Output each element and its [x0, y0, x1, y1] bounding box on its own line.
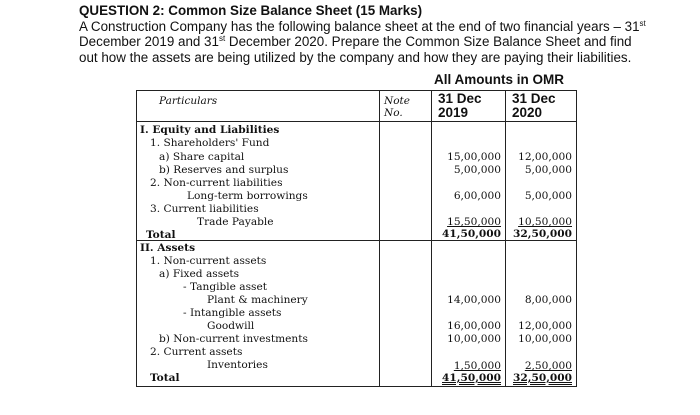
current-assets-label: 2. Current assets — [150, 346, 243, 358]
year-2020-header: 31 Dec 2020 — [512, 91, 556, 120]
question-line-2: December 2019 and 31st December 2020. Prepare the Common Size Balance Sheet and find — [79, 34, 632, 50]
question-line-1: A Construction Company has the following balance sheet at the end of two financial years – 31st — [79, 18, 646, 34]
plant-2020: 8,00,000 — [524, 294, 572, 306]
liabilities-2019-values — [432, 122, 505, 240]
goodwill-2019: 16,00,000 — [447, 320, 501, 332]
equity-liabilities-heading: I. Equity and Liabilities — [140, 124, 280, 136]
assets-2020-values — [506, 241, 576, 386]
liabilities-total-label: Total — [146, 229, 176, 241]
investments-2019: 10,00,000 — [447, 333, 501, 345]
inventories-2019: 1,50,000 — [453, 360, 501, 372]
long-term-borrowings-label: Long-term borrowings — [187, 190, 308, 202]
trade-payable-2020: 10,50,000 — [518, 216, 572, 228]
assets-total-label: Total — [150, 372, 180, 384]
note-no-header: Note No. — [384, 95, 410, 119]
reserves-2020: 5,00,000 — [524, 164, 572, 176]
plant-2019: 14,00,000 — [447, 294, 501, 306]
shareholders-fund-label: 1. Shareholders' Fund — [150, 137, 270, 149]
liabilities-total-2019: 41,50,000 — [442, 228, 501, 240]
year-2019-header: 31 Dec 2019 — [438, 91, 482, 120]
question-line-3: out how the assets are being utilized by the company and how they are paying their liabilities. — [79, 49, 632, 65]
intangible-assets-label: - Intangible assets — [183, 307, 282, 319]
noncurrent-assets-label: 1. Non-current assets — [150, 255, 267, 267]
question-title: QUESTION 2: Common Size Balance Sheet (15 Marks) — [79, 3, 423, 18]
assets-heading: II. Assets — [140, 242, 196, 254]
fixed-assets-label: a) Fixed assets — [159, 268, 240, 280]
borrowings-2020: 5,00,000 — [524, 190, 572, 202]
trade-payable-2019: 15,50,000 — [447, 216, 501, 228]
amounts-note: All Amounts in OMR — [434, 72, 564, 87]
tangible-asset-label: - Tangible asset — [183, 281, 268, 293]
noncurrent-investments-label: b) Non-current investments — [159, 333, 308, 345]
inventories-label: Inventories — [207, 359, 268, 371]
equity-liabilities-particulars — [137, 122, 379, 240]
equity-liabilities-row — [137, 122, 577, 241]
assets-particulars — [137, 241, 379, 386]
header-row — [137, 91, 577, 122]
share-capital-2020: 12,00,000 — [518, 151, 572, 163]
plant-machinery-label: Plant & machinery — [207, 294, 308, 306]
question-block — [79, 3, 679, 65]
current-liabilities-label: 3. Current liabilities — [150, 203, 259, 215]
liabilities-2020-values — [506, 122, 576, 240]
goodwill-2020: 12,00,000 — [518, 320, 572, 332]
goodwill-label: Goodwill — [207, 320, 255, 332]
inventories-2020: 2,50,000 — [524, 360, 572, 372]
assets-row — [137, 241, 577, 387]
reserves-surplus-label: b) Reserves and surplus — [159, 164, 289, 176]
assets-total-2019: 41,50,000 — [442, 372, 501, 384]
reserves-2019: 5,00,000 — [453, 164, 501, 176]
borrowings-2019: 6,00,000 — [453, 190, 501, 202]
share-capital-2019: 15,00,000 — [447, 151, 501, 163]
noncurrent-liabilities-label: 2. Non-current liabilities — [150, 177, 283, 189]
assets-total-2020: 32,50,000 — [513, 372, 572, 384]
trade-payable-label: Trade Payable — [197, 216, 274, 228]
particulars-header: Particulars — [159, 95, 218, 107]
investments-2020: 10,00,000 — [518, 333, 572, 345]
balance-sheet-table — [136, 90, 577, 387]
assets-2019-values — [432, 241, 505, 386]
share-capital-label: a) Share capital — [159, 151, 245, 163]
liabilities-total-2020: 32,50,000 — [513, 228, 572, 240]
